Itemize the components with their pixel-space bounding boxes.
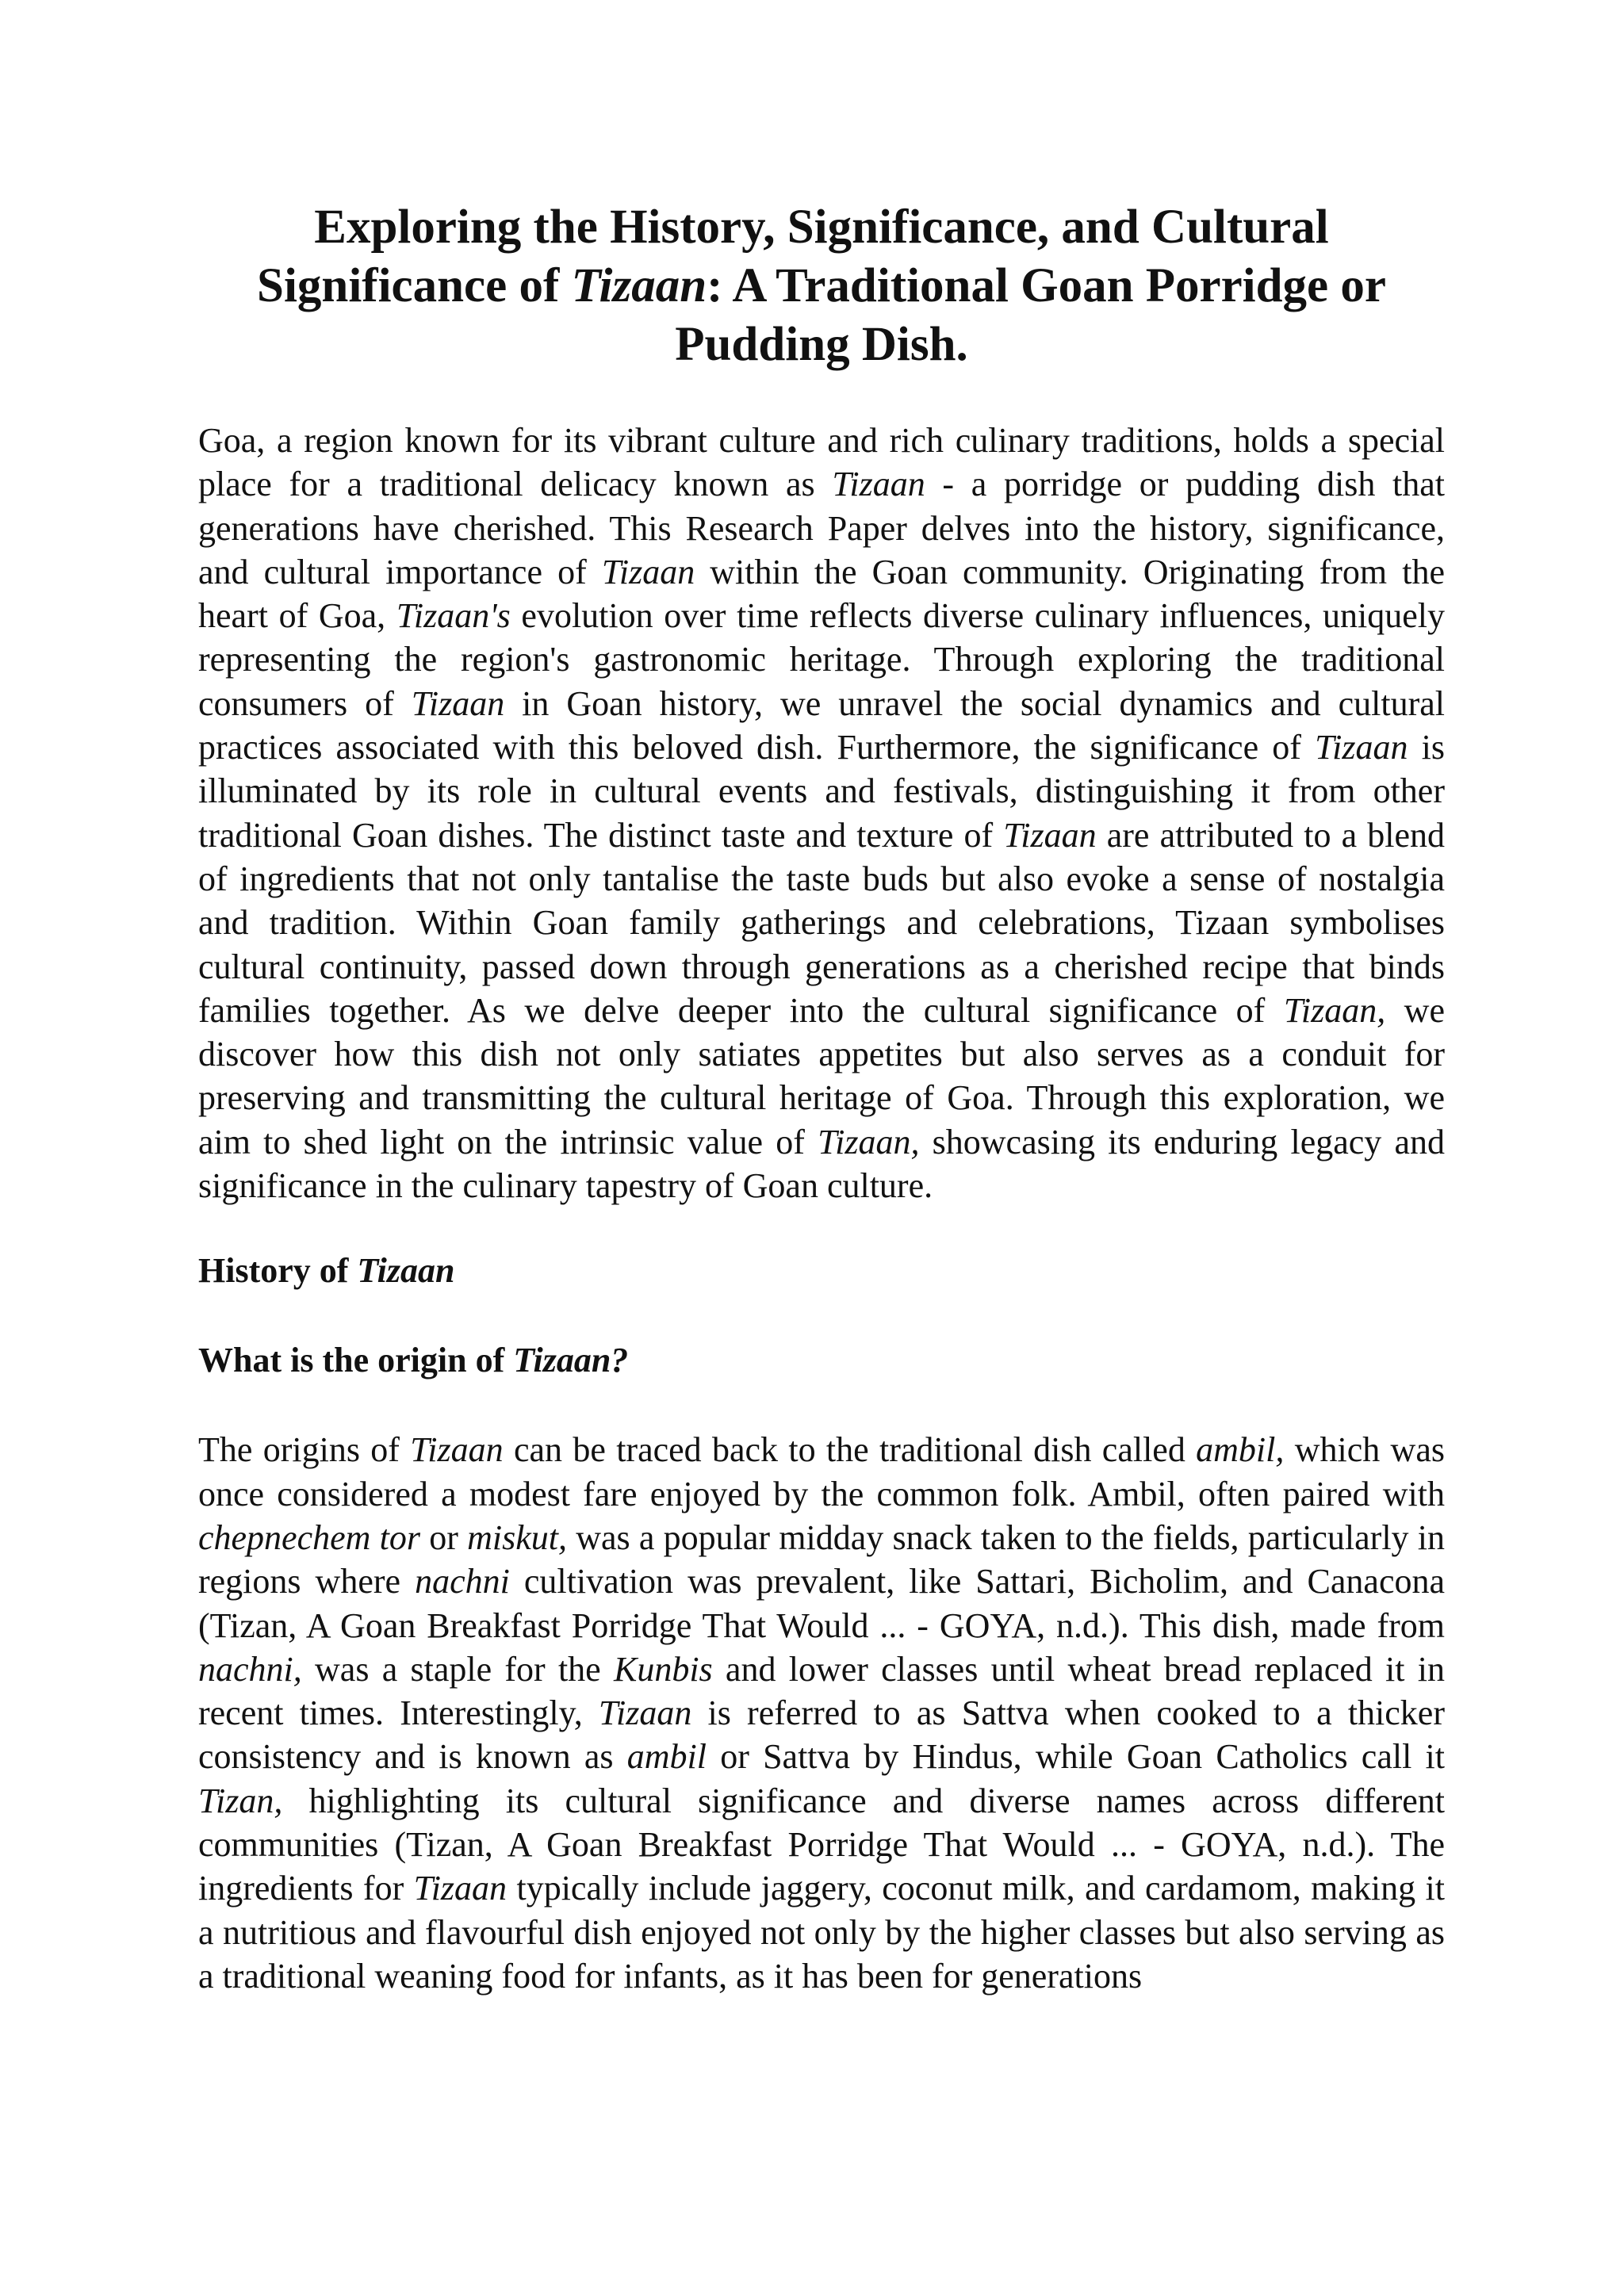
text-run: typically include jaggery, coconut milk, and cardamom, making it a nutritious and flavourful dish enjoyed not only by the higher classes but also serving as a traditional weaning food for infants, as it has been for generations — [198, 1869, 1445, 1996]
text-run: is illuminated by its role in cultural events and festivals, distinguishing it from other traditional Goan dishes. The distinct taste and texture of — [198, 728, 1445, 855]
title-italic: Tizaan — [571, 259, 707, 312]
intro-paragraph — [198, 419, 1445, 1207]
italic-term: Tizaan — [1003, 815, 1097, 855]
text-run: Goa, a region known for its vibrant culture and rich culinary traditions, holds a special place for a traditional delicacy known as — [198, 421, 1445, 504]
text-run: can be traced back to the traditional dish called — [503, 1430, 1197, 1470]
text-run: which was once considered a modest fare enjoyed by the common folk. Ambil, often paired with — [198, 1430, 1445, 1513]
section-heading-history — [198, 1249, 1445, 1292]
italic-term: Tizaan, — [1283, 990, 1386, 1030]
text-run: are attributed to a blend of ingredients that not only tantalise the taste buds but also evoke a sense of nostalgia and tradition. Within Goan family gatherings and celebrations, Tizaan symbolises cultural continuity, passed down through generations as a cherished recipe that binds families together. As we delve deeper into the cultural significance of — [198, 815, 1446, 1030]
heading-origin-italic: Tizaan? — [513, 1341, 629, 1380]
italic-term: nachni — [415, 1562, 510, 1601]
page-title — [198, 198, 1445, 374]
italic-term: Tizaan — [411, 683, 505, 723]
italic-term: Tizaan's — [396, 596, 511, 636]
text-run: we discover how this dish not only satiates appetites but also serves as a conduit for preserving and transmitting the cultural heritage of Goa. Through this exploration, we aim to shed light on the intrinsic value of — [198, 990, 1445, 1161]
italic-term: Tizaan — [598, 1693, 692, 1733]
italic-term: Tizaan — [601, 552, 695, 591]
italic-term: ambil — [626, 1737, 707, 1777]
italic-term: Tizaan, — [818, 1122, 920, 1161]
origins-paragraph — [198, 1428, 1445, 1998]
italic-term: Tizaan — [832, 465, 925, 504]
heading-history-prefix: History of — [198, 1251, 358, 1291]
italic-term: Tizaan — [1315, 728, 1408, 767]
text-run: evolution over time reflects diverse culinary influences, uniquely representing the region's gastronomic heritage. Through exploring the traditional consumers of — [198, 596, 1445, 723]
subsection-heading-origin — [198, 1338, 1445, 1382]
text-run: - a porridge or pudding dish that generations have cherished. This Research Paper delves into the history, significance, and cultural importance of — [198, 465, 1445, 591]
text-run: is referred to as Sattva when cooked to a thicker consistency and is known as — [198, 1693, 1445, 1777]
text-run: cultivation was prevalent, like Sattari, Bicholim, and Canacona (Tizan, A Goan Breakfast Porridge That Would ... - GOYA, n.d.). This dish, made from — [198, 1562, 1445, 1645]
text-run: The origins of — [198, 1430, 411, 1470]
italic-term: nachni, — [198, 1649, 302, 1689]
text-run: or — [420, 1517, 468, 1557]
text-run: was a staple for the — [301, 1649, 614, 1689]
title-part-1: Exploring the History, Significance, and Cultural Significance of — [257, 201, 1329, 312]
text-run: within the Goan community. Originating from the heart of Goa, — [198, 552, 1445, 636]
italic-term: Tizaan — [410, 1430, 504, 1470]
italic-term: miskut, — [467, 1517, 567, 1557]
text-run: highlighting its cultural significance and diverse names across different communities (Tizan, A Goan Breakfast Porridge That Would ... - GOYA, n.d.). The ingredients for — [198, 1781, 1445, 1908]
document-page — [198, 198, 1445, 1998]
title-part-2: : A Traditional Goan Porridge or Pudding Dish. — [675, 259, 1386, 371]
text-run: or Sattva by Hindus, while Goan Catholics call it — [706, 1737, 1445, 1777]
text-run: and lower classes until wheat bread replaced it in recent times. Interestingly, — [198, 1649, 1445, 1733]
text-run: showcasing its enduring legacy and significance in the culinary tapestry of Goan culture. — [198, 1122, 1446, 1206]
italic-term: ambil, — [1196, 1430, 1285, 1470]
italic-term: Tizan, — [198, 1781, 283, 1820]
italic-term: Kunbis — [613, 1649, 713, 1689]
text-run: in Goan history, we unravel the social dynamics and cultural practices associated with this beloved dish. Furthermore, the significance of — [198, 683, 1445, 767]
text-run: was a popular midday snack taken to the fields, particularly in regions where — [198, 1517, 1445, 1601]
heading-origin-prefix: What is the origin of — [198, 1341, 514, 1380]
italic-term: chepnechem tor — [198, 1517, 420, 1557]
heading-history-italic: Tizaan — [357, 1251, 455, 1291]
italic-term: Tizaan — [413, 1869, 508, 1908]
